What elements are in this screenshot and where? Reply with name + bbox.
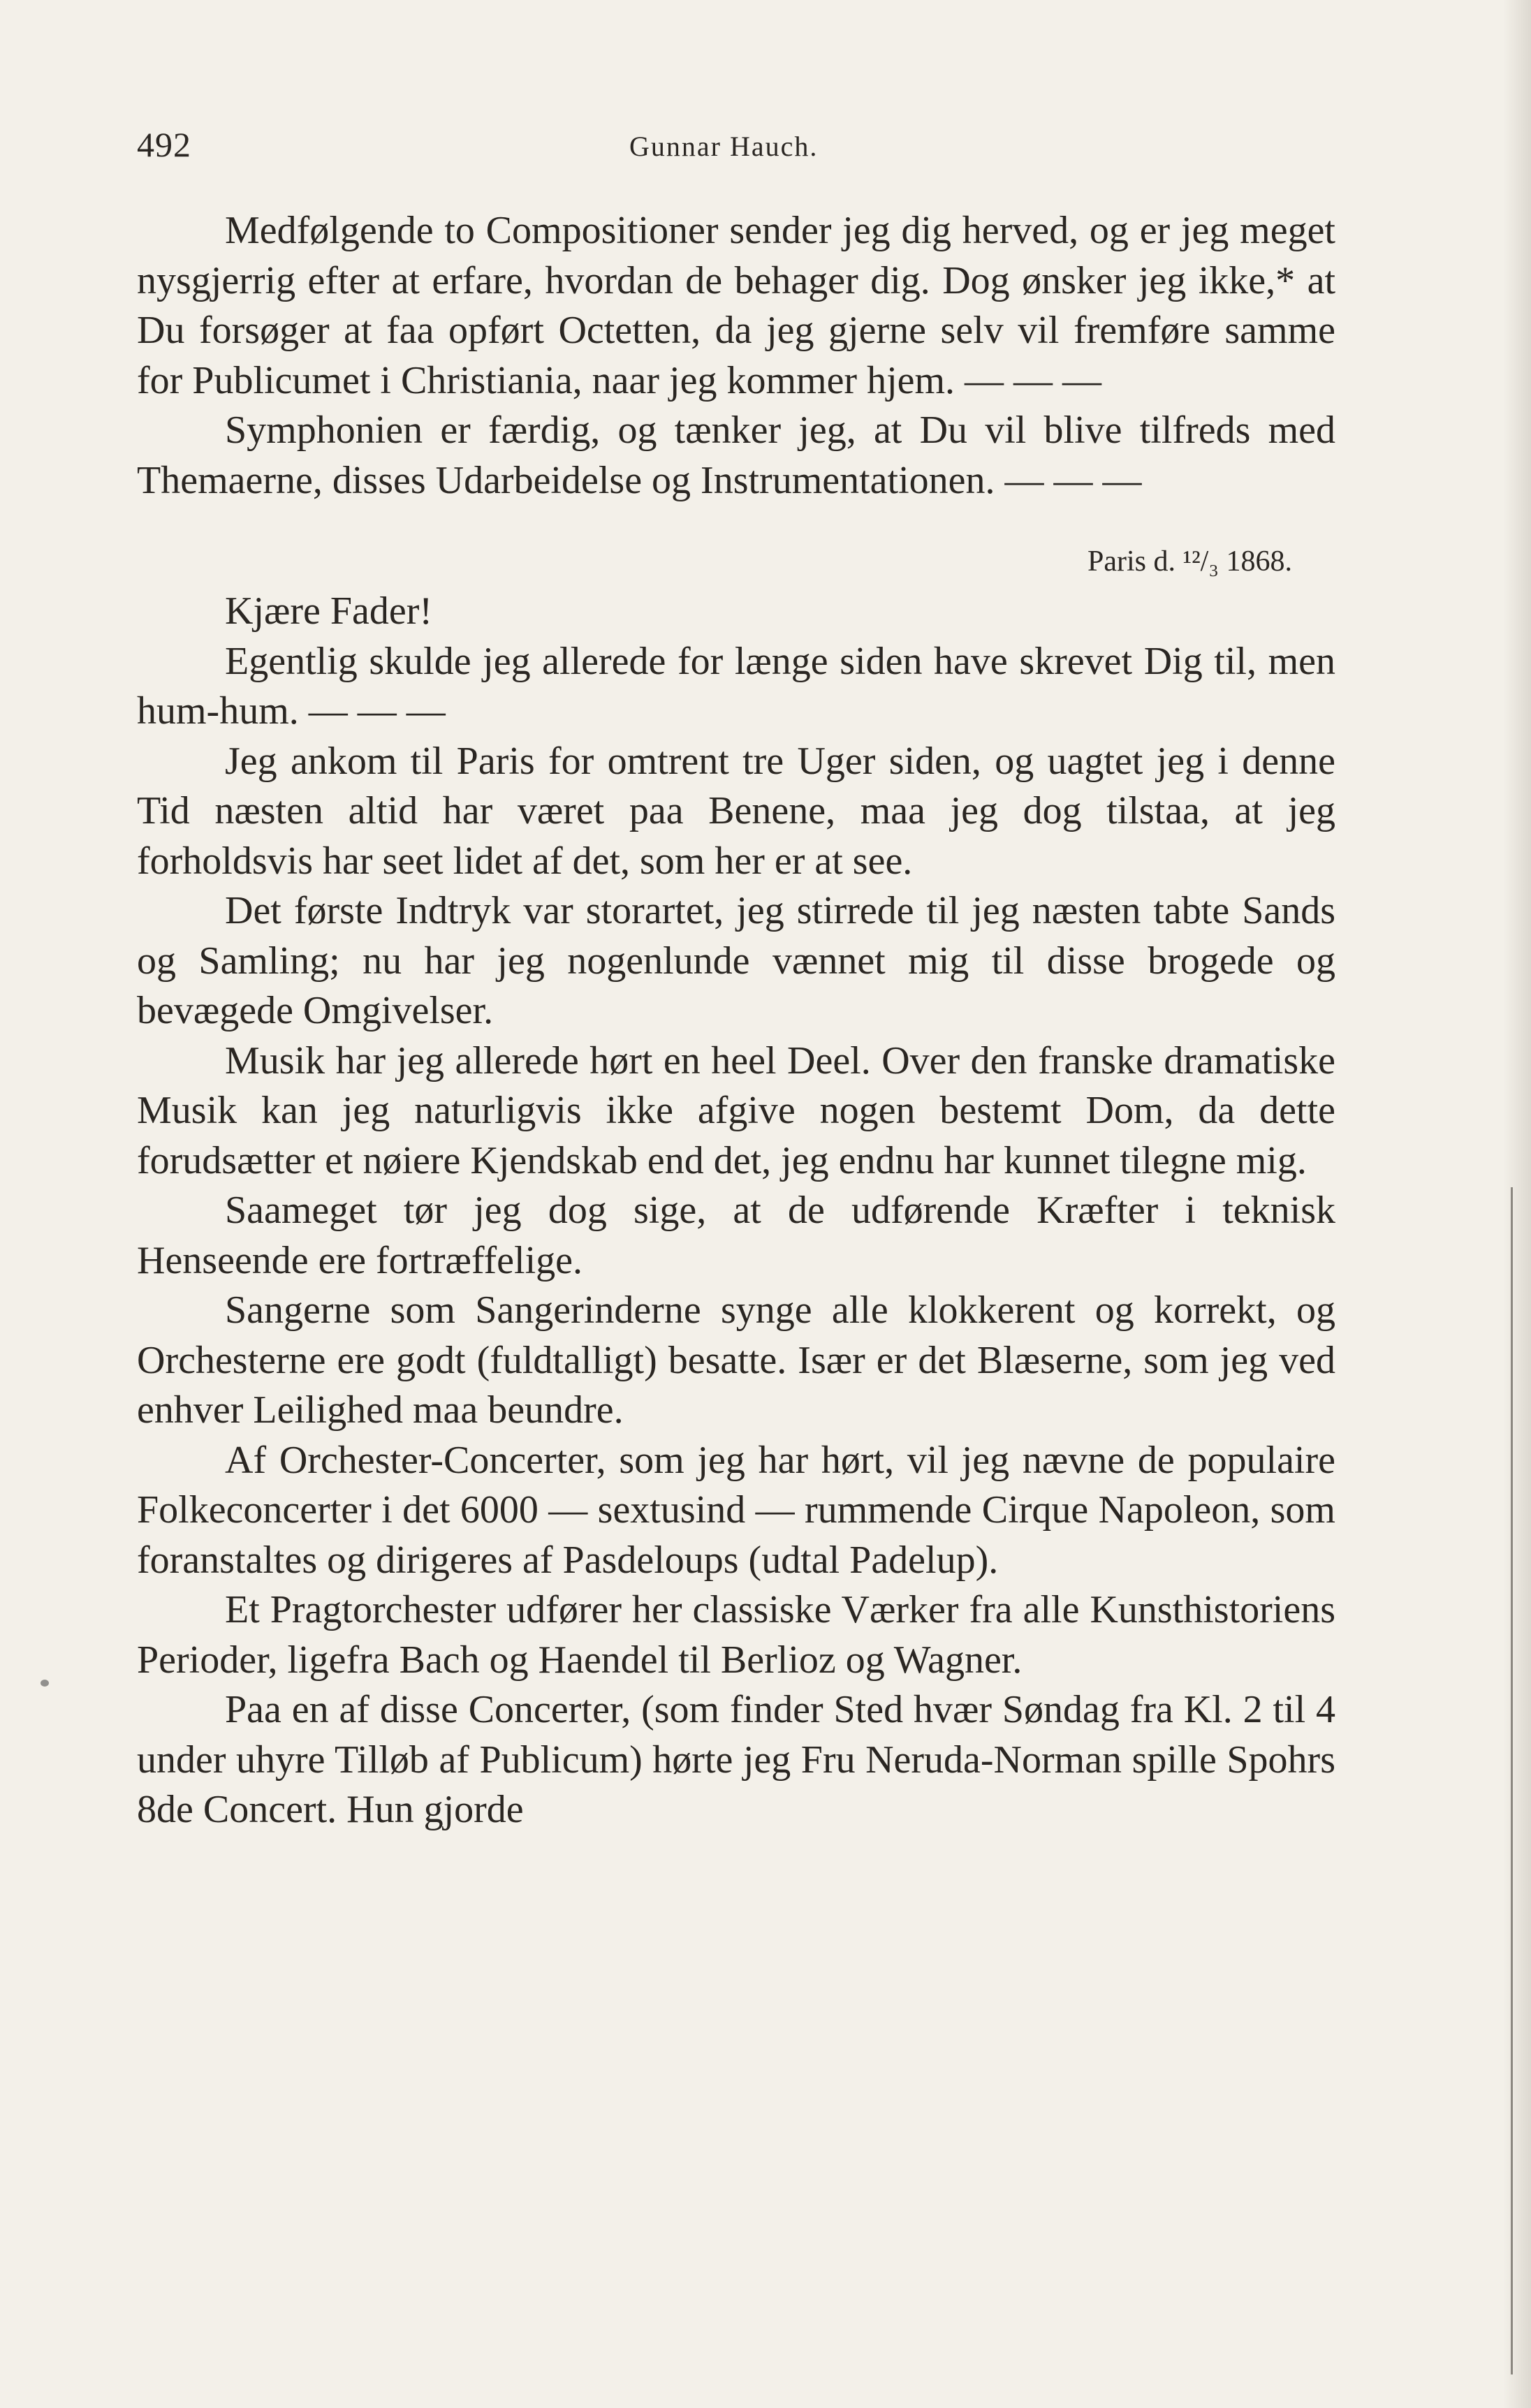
page-header	[137, 124, 1338, 180]
paragraph: Af Orchester-Concerter, som jeg har hørt, vil jeg nævne de populaire Folkeconcerter i det 6000 — sextusind — rummende Cirque Napoleon, som foranstaltes og dirigeres af Pasdeloups (udtal Padelup).	[137, 1438, 1335, 1582]
paragraph: Medfølgende to Compositioner sender jeg dig herved, og er jeg meget nysgjerrig efter at erfare, hvordan de behager dig. Dog ønsker jeg ikke,* at Du forsøger at faa opført Octetten, da jeg gjerne selv vil fremføre samme for Publicumet i Christiania, naar jeg kommer hjem. — — —	[137, 209, 1335, 402]
letter-salutation: Kjære Fader!	[225, 589, 433, 633]
paragraph: Det første Indtryk var storartet, jeg stirrede til jeg næsten tabte Sands og Samling; nu har jeg nogenlunde vænnet mig til disse brogede og bevægede Omgivelser.	[137, 889, 1335, 1032]
letter-dateline: Paris d. ¹²/₃ 1868.	[1087, 545, 1292, 578]
paragraph: Jeg ankom til Paris for omtrent tre Uger siden, og uagtet jeg i denne Tid næsten altid har været paa Benene, maa jeg dog tilstaa, at jeg forholdsvis har seet lidet af det, som her er at see.	[137, 739, 1335, 883]
paragraph: Saameget tør jeg dog sige, at de udførende Kræfter i teknisk Henseende ere fortræffelige.	[137, 1189, 1335, 1282]
page-number: 492	[137, 125, 191, 164]
margin-speck	[41, 1680, 49, 1687]
page-edge-shadow	[1503, 0, 1531, 2408]
paragraph: Egentlig skulde jeg allerede for længe siden have skrevet Dig til, men hum-hum. — — —	[137, 639, 1335, 733]
paragraph: Sangerne som Sangerinderne synge alle klokkerent og korrekt, og Orchesterne ere godt (fuldtalligt) besatte. Især er det Blæserne, som jeg ved enhver Leilighed maa beundre.	[137, 1289, 1335, 1432]
letter-text	[137, 206, 1335, 1835]
page-edge-line	[1511, 1187, 1513, 2374]
paragraph: Musik har jeg allerede hørt en heel Deel. Over den franske dramatiske Musik kan jeg naturligvis ikke afgive nogen bestemt Dom, da dette forudsætter et nøiere Kjendskab end det, jeg endnu har kunnet tilegne mig.	[137, 1038, 1335, 1182]
paragraph: Et Pragtorchester udfører her classiske Værker fra alle Kunsthistoriens Perioder, ligefra Bach og Haendel til Berlioz og Wagner.	[137, 1588, 1335, 1682]
paragraph: Paa en af disse Concerter, (som finder Sted hvær Søndag fra Kl. 2 til 4 under uhyre Tilløb af Publicum) hørte jeg Fru Neruda-Norman spille Spohrs 8de Concert. Hun gjorde	[137, 1688, 1335, 1831]
paragraph: Symphonien er færdig, og tænker jeg, at Du vil blive tilfreds med Themaerne, disses Udarbeidelse og Instrumentationen. — — —	[137, 409, 1335, 502]
running-head: Gunnar Hauch.	[629, 131, 819, 162]
